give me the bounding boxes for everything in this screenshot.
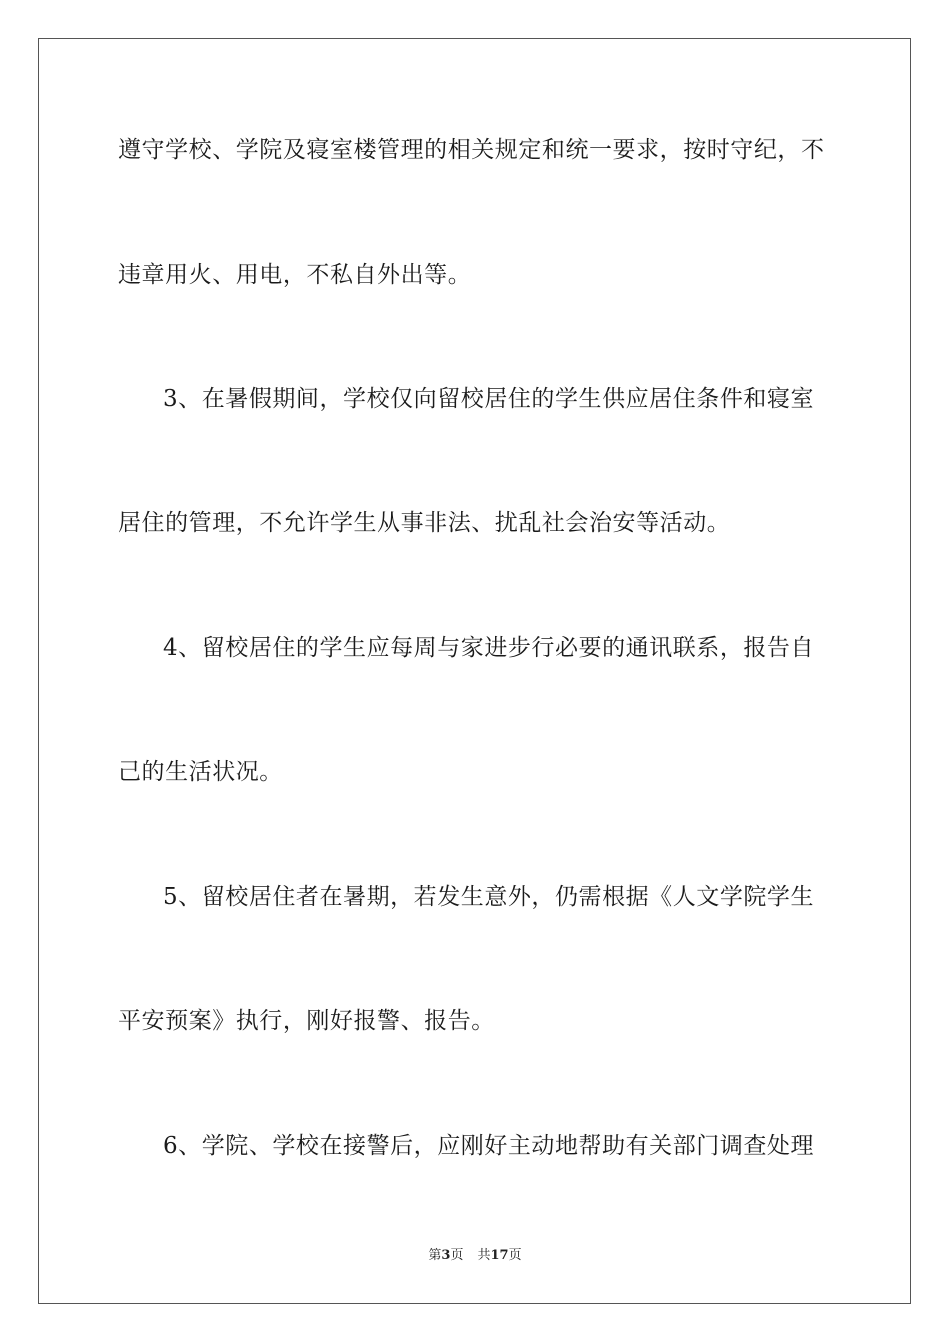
footer-page-suffix: 页 xyxy=(450,1248,464,1263)
footer-total-suffix: 页 xyxy=(508,1248,522,1263)
paragraph-line: 3、在暑假期间，学校仅向留校居住的学生供应居住条件和寝室 xyxy=(163,386,815,412)
paragraph-line: 5、留校居住者在暑期，若发生意外，仍需根据《人文学院学生 xyxy=(163,884,815,910)
paragraph-line: 己的生活状况。 xyxy=(118,759,283,785)
page-border xyxy=(38,38,911,1304)
paragraph-line: 遵守学校、学院及寝室楼管理的相关规定和统一要求，按时守纪，不 xyxy=(118,137,825,163)
footer-total-pages: 17 xyxy=(490,1248,509,1263)
footer-page-number: 3 xyxy=(441,1248,451,1263)
footer-page-prefix: 第 xyxy=(428,1248,442,1263)
paragraph-line: 4、留校居住的学生应每周与家进步行必要的通讯联系，报告自 xyxy=(163,635,815,661)
footer-total-prefix: 共 xyxy=(477,1248,491,1263)
paragraph-line: 6、学院、学校在接警后，应刚好主动地帮助有关部门调查处理 xyxy=(163,1133,815,1159)
paragraph-line: 违章用火、用电，不私自外出等。 xyxy=(118,262,472,288)
paragraph-line: 平安预案》执行，刚好报警、报告。 xyxy=(118,1008,495,1034)
page-footer xyxy=(0,1247,950,1265)
paragraph-line: 居住的管理，不允许学生从事非法、扰乱社会治安等活动。 xyxy=(118,510,731,536)
